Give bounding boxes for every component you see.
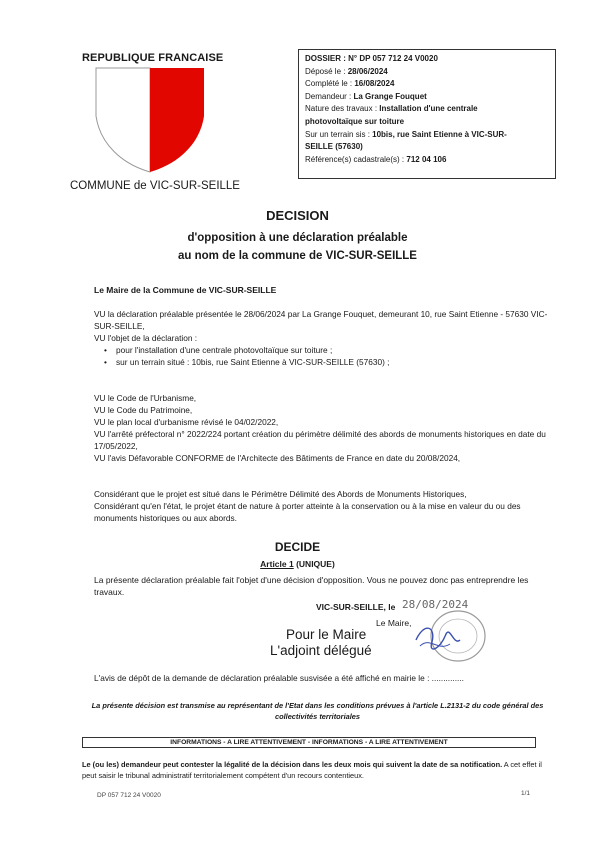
considerants-block bbox=[94, 488, 554, 524]
objet-bullet-2: • sur un terrain situé : 10bis, rue Saint Etienne à VIC-SUR-SEILLE (57630) ; bbox=[94, 356, 554, 368]
reference-value: 712 04 106 bbox=[406, 154, 447, 164]
nature-value-1: Installation d'une centrale bbox=[379, 104, 478, 114]
complete-label: Complété le : bbox=[305, 79, 355, 89]
vu-declaration-block bbox=[94, 308, 554, 368]
decision-subtitle-2: au nom de la commune de VIC-SUR-SEILLE bbox=[178, 250, 417, 262]
decide-heading: DECIDE bbox=[274, 540, 321, 554]
avis-affichage: L'avis de dépôt de la demande de déclaration préalable susvisée a été affiché en mairie le : .............. bbox=[94, 673, 464, 683]
information-banner: INFORMATIONS - A LIRE ATTENTIVEMENT - INFORMATIONS - A LIRE ATTENTIVEMENT bbox=[82, 737, 536, 748]
vu-code-patrimoine: VU le Code du Patrimoine, bbox=[94, 405, 193, 415]
considerant-2: Considérant qu'en l'état, le projet étant de nature à porter atteinte à la conservation ou à la mise en valeur du ou des monuments historiques ou aux abords. bbox=[94, 501, 521, 523]
terrain-value-2: SEILLE (57630) bbox=[305, 142, 363, 152]
republique-label: REPUBLIQUE FRANCAISE bbox=[82, 52, 224, 64]
commune-label: COMMUNE de VIC-SUR-SEILLE bbox=[70, 180, 240, 192]
transmission-note: La présente décision est transmise au représentant de l'Etat dans les conditions prévues à l'article L.2131-2 du code général des collectivités territoriales bbox=[91, 701, 544, 721]
vu-declaration: VU la déclaration préalable présentée le 28/06/2024 par La Grange Fouquet, demeurant 10, rue Saint Etienne - 57630 VIC-SUR-SEILLE, bbox=[94, 309, 548, 331]
pour-le-maire: Pour le Maire bbox=[286, 627, 367, 642]
footer-reference: DP 057 712 24 V0020 bbox=[97, 792, 161, 799]
vu-arrete: VU l'arrêté préfectoral n° 2022/224 portant création du périmètre délimité des abords de monuments historiques en date du 17/05/2022, bbox=[94, 429, 546, 451]
decision-subtitle-1: d'opposition à une déclaration préalable bbox=[187, 232, 408, 244]
footer-page-number: 1/1 bbox=[521, 790, 531, 797]
signature-date: 28/08/2024 bbox=[402, 598, 469, 611]
recours-rest: A cet effet il peut saisir le tribunal administratif territorialement compétent d'un recours contentieux. bbox=[82, 760, 542, 780]
signature-place: VIC-SUR-SEILLE, le bbox=[316, 602, 396, 612]
vu-avis-abf: VU l'avis Défavorable CONFORME de l'Architecte des Bâtiments de France en date du 20/08/2024, bbox=[94, 453, 461, 463]
article-heading bbox=[0, 559, 595, 569]
vu-objet: VU l'objet de la déclaration : bbox=[94, 333, 198, 343]
adjoint-delegue: L'adjoint délégué bbox=[270, 643, 372, 658]
demandeur-value: La Grange Fouquet bbox=[353, 91, 427, 101]
objet-bullet-1: • pour l'installation d'une centrale photovoltaïque sur toiture ; bbox=[94, 344, 554, 356]
nature-value-2: photovoltaïque sur toiture bbox=[305, 116, 405, 126]
demandeur-label: Demandeur : bbox=[305, 91, 354, 101]
vu-code-urbanisme: VU le Code de l'Urbanisme, bbox=[94, 393, 197, 403]
depose-value: 28/06/2024 bbox=[347, 66, 388, 76]
dossier-number: DOSSIER : N° DP 057 712 24 V0020 bbox=[305, 54, 438, 63]
article-suffix: (UNIQUE) bbox=[293, 559, 335, 569]
decision-title: DECISION bbox=[266, 208, 329, 223]
terrain-label: Sur un terrain sis : bbox=[305, 129, 373, 139]
article-label: Article 1 bbox=[260, 559, 294, 569]
dossier-box bbox=[298, 49, 556, 179]
article-text: La présente déclaration préalable fait l'objet d'une décision d'opposition. Vous ne pouvez donc pas entreprendre les travaux. bbox=[94, 575, 529, 597]
mairie-stamp bbox=[410, 606, 488, 664]
reference-label: Référence(s) cadastrale(s) : bbox=[305, 154, 407, 164]
signature-maire: Le Maire, bbox=[376, 618, 412, 628]
vu-plu: VU le plan local d'urbanisme révisé le 04/02/2022, bbox=[94, 417, 279, 427]
nature-label: Nature des travaux : bbox=[305, 104, 380, 114]
maire-heading: Le Maire de la Commune de VIC-SUR-SEILLE bbox=[94, 285, 277, 295]
terrain-value-1: 10bis, rue Saint Etienne à VIC-SUR- bbox=[372, 129, 507, 139]
recours-notice bbox=[82, 760, 552, 781]
vu-codes-block bbox=[94, 392, 554, 464]
recours-bold: Le (ou les) demandeur peut contester la légalité de la décision dans les deux mois qui suivent la date de sa notification. bbox=[82, 760, 503, 769]
considerant-1: Considérant que le projet est situé dans le Périmètre Délimité des Abords de Monuments Historiques, bbox=[94, 489, 467, 499]
depose-label: Déposé le : bbox=[305, 66, 348, 76]
coat-of-arms-shield bbox=[92, 64, 208, 176]
complete-value: 16/08/2024 bbox=[354, 79, 395, 89]
